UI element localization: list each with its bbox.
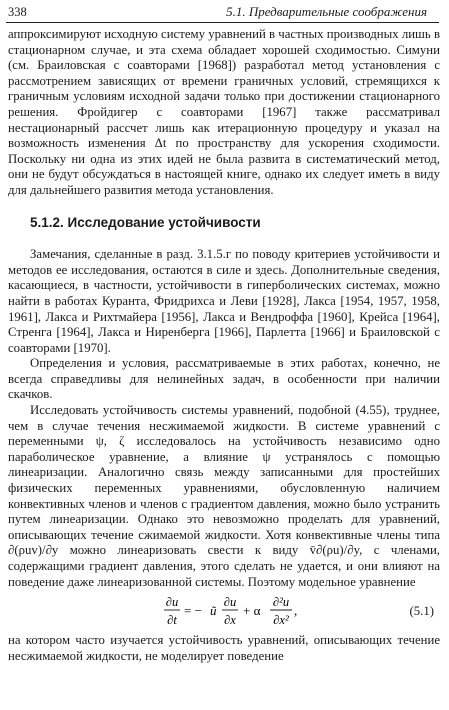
section-heading: 5.1.2. Исследование устойчивости xyxy=(30,214,261,230)
page-number: 338 xyxy=(8,5,27,19)
paragraph-stability-analysis: Исследовать устойчивость системы уравнений, подобной (4.55), труднее, чем в случае течения несжимаемой жидкости. В системе уравнений с переменными ψ, ζ исследовалось на устойчивость независимо одно параболическое уравнение, а влияние ψ устранялось с помощью линеаризации. Аналогично связь между записанными для простейших физических переменных уравнениями, обусловленную наличием конвективных членов и членов с градиентом давления, можно было устранить путем линеаризации. Однако это невозможно проделать для уравнений, описывающих течение сжимаемой жидкости. Хотя конвективные члены типа ∂(ρuv)/∂y можно линеаризовать свести к виду v̄∂(ρu)/∂y, с членами, содержащими градиент давления, этого сделать не удается, и они влияют на поведение даже линеаризованной системы. Поэтому модельное уравнение xyxy=(8,403,440,589)
page-header xyxy=(6,2,439,23)
paragraph-stability-remarks: Замечания, сделанные в разд. 3.1.5.г по поводу критериев устойчивости и методов ее исследования, остаются в силе и здесь. Дополнительные сведения, касающиеся, в частности, устойчивости в гиперболических системах, можно найти в работах Куранта, Фридрихса и Леви [1928], Лакса [1954, 1957, 1958, 1961], Лакса и Рихтмайера [1956], Лакса и Вендроффа [1960], Крейса [1964], Стренга [1964], Лакса и Ниренберга [1966], Парлетта [1966] и Браиловской с соавторами [1970]. xyxy=(8,247,440,355)
model-equation xyxy=(164,593,324,631)
lhs-numerator: ∂u xyxy=(165,595,179,610)
page-body xyxy=(8,27,440,664)
lhs-denominator: ∂t xyxy=(167,613,177,628)
convective-numerator: ∂u xyxy=(223,595,237,610)
paragraph-after-equation: на котором часто изучается устойчивость уравнений, описывающих течение несжимаемой жидкости, не моделирует поведение xyxy=(8,633,440,663)
paragraph-continuation: аппроксимируют исходную систему уравнений в частных производных лишь в стационарном случае, и эта схема обладает хорошей сходимостью. Симуни (см. Браиловская с соавторами [1968]) разработал метод установления с рассмотрением зависящих от времени граничных условий, стремящихся к граничным условиям исходной задачи только при достижении стационарного решения. Фройдигер с соавторами [1967] также рассматривал нестационарный рассчет лишь как итерационную процедуру и указал на возможность изменения Δt по пространству для ускорения сходимости. Поскольку ни одна из этих идей не была развита в систематический метод, они не будут обсуждаться в настоящей книге, однако их следует иметь в виду для дальнейшего развития метода установления. xyxy=(8,27,440,197)
velocity-coefficient: ũ xyxy=(210,603,217,619)
equation-row xyxy=(8,593,440,631)
equals-minus: = − xyxy=(184,603,202,619)
convective-denominator: ∂x xyxy=(224,613,236,628)
paragraph-definitions: Определения и условия, рассматриваемые в этих работах, конечно, не всегда справедливы для нелинейных задач, в особенности при наличии скачков. xyxy=(8,356,440,402)
diffusion-numerator: ∂²u xyxy=(272,595,290,610)
running-head: 5.1. Предварительные соображения xyxy=(226,4,427,19)
plus-alpha: + α xyxy=(243,603,261,619)
equation-comma: , xyxy=(294,603,298,619)
diffusion-denominator: ∂x² xyxy=(273,613,289,628)
equation-number: (5.1) xyxy=(409,604,434,619)
